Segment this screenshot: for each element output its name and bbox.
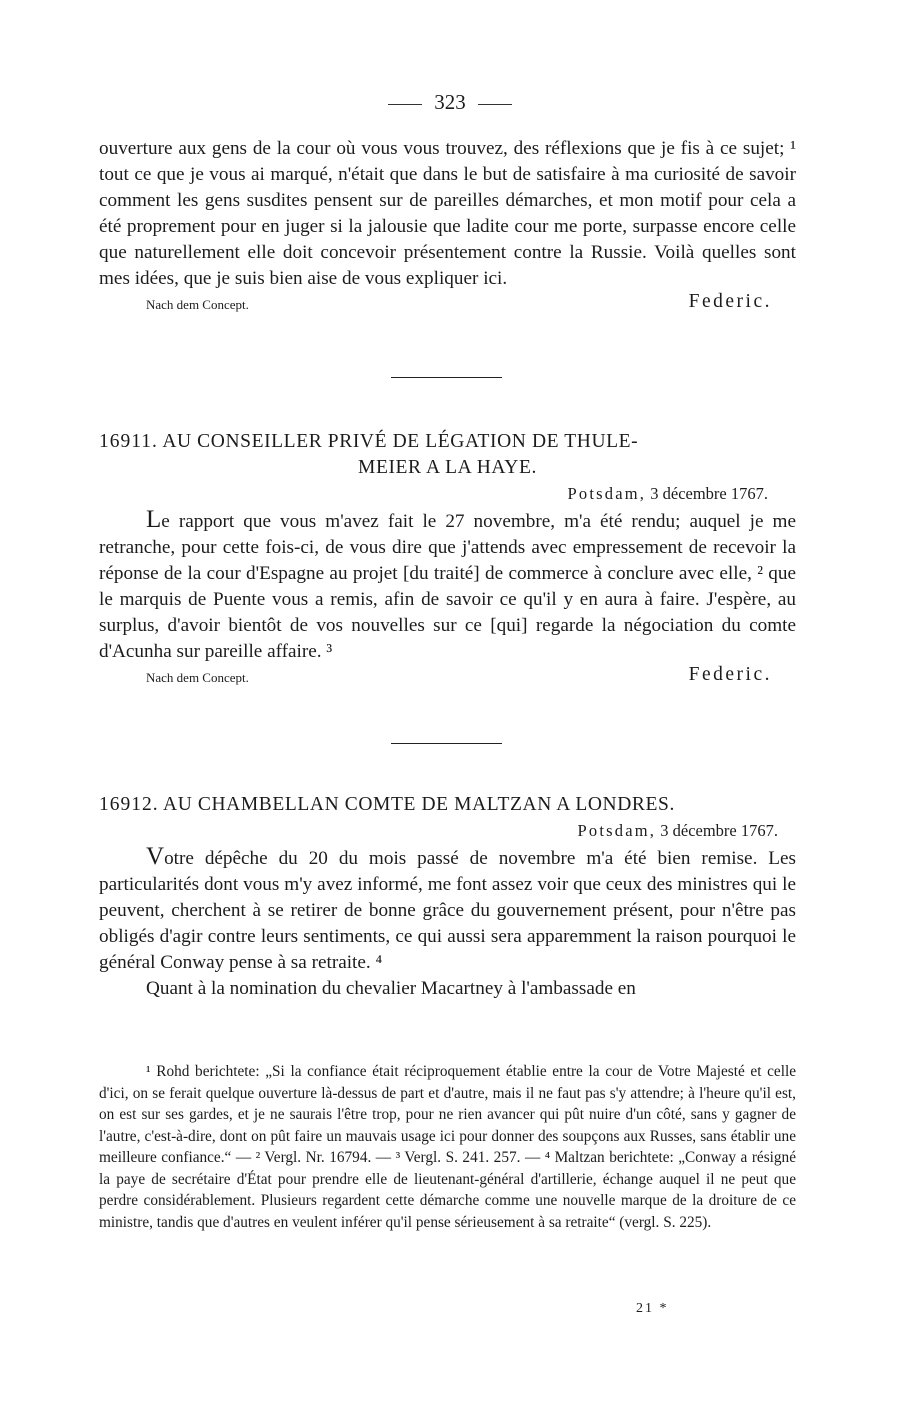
intro-signature-line <box>99 291 796 317</box>
letter-16911-place: Potsdam, <box>567 484 647 503</box>
letter-16912-number: 16912. <box>99 794 159 815</box>
intro-section <box>99 136 796 317</box>
letter-16912-paragraph-2: Quant à la nomination du chevalier Macartney à l'ambassade en <box>146 977 636 999</box>
letter-16911-source-note: Nach dem Concept. <box>146 670 249 686</box>
letter-16912 <box>99 792 796 1001</box>
letter-16911-heading-line-1: AU CONSEILLER PRIVÉ DE LÉGATION DE THULE- <box>162 431 639 452</box>
letter-16912-date: 3 décembre 1767. <box>660 821 778 840</box>
separator-rule-2 <box>391 743 502 744</box>
letter-16912-paragraph-1 <box>99 844 796 976</box>
letter-16911-signature-line <box>99 664 796 690</box>
signature-mark: 21 * <box>636 1301 669 1316</box>
letter-16911-number: 16911. <box>99 431 158 452</box>
letter-16911-initial: L <box>146 506 162 533</box>
intro-signature: Federic. <box>688 291 772 313</box>
page-header <box>0 90 900 115</box>
letter-16911-text: e rapport que vous m'avez fait le 27 novembre, m'a été rendu; auquel je me retranche, pour cette fois-ci, de vous dire que j'attends avec empressement de recevoir la réponse de la cour d'Espagne au projet [du traité] de commerce à conclure avec elle, ² que le marquis de Puente vous a remis, afin de savoir ce qu'il y en aura à faire. J'espère, au surplus, d'avoir bientôt de vos nouvelles sur ce [qui] regarde la négociation du comte d'Acunha sur pareille affaire. ³ <box>99 511 796 662</box>
letter-16911-signature: Federic. <box>688 664 772 686</box>
letter-16911-place-date <box>99 481 796 507</box>
letter-16911 <box>99 429 796 690</box>
separator-rule-1 <box>391 377 502 378</box>
letter-16911-heading-line-2: MEIER A LA HAYE. <box>358 457 537 478</box>
letter-16912-heading-text: AU CHAMBELLAN COMTE DE MALTZAN A LONDRES. <box>163 794 675 815</box>
page-number: 323 <box>434 90 466 114</box>
header-dash-left <box>388 104 422 105</box>
intro-text: ouverture aux gens de la cour où vous vous trouvez, des réflexions que je fis à ce sujet; ¹ tout ce que je vous ai marqué, n'était que dans le but de satisfaire à ma curiosité de savoir comment les gens susdites pensent sur de pareilles démarches, et mon motif pour cela a été proprement pour en juger si la jalousie que ladite cour me porte, surpasse encore celle que naturellement elle doit concevoir présentement contre la Russie. Voilà quelles sont mes idées, que je suis bien aise de vous expliquer ici. <box>99 138 796 289</box>
letter-16912-text-1: otre dépêche du 20 du mois passé de novembre m'a été bien remise. Les particularités dont vous m'y avez informé, me font assez voir que ceux des ministres qui le peuvent, cherchent à se retirer de bonne grâce du gouvernement présent, pour n'être pas obligés d'agir contre leurs sentiments, ce qui aussi sera apparemment la raison pourquoi le général Conway pense à sa retraite. ⁴ <box>99 848 796 973</box>
intro-source-note: Nach dem Concept. <box>146 297 249 313</box>
letter-16911-heading <box>99 429 796 481</box>
letter-16912-heading <box>99 792 796 818</box>
letter-16912-place-date <box>99 818 796 844</box>
footnotes <box>99 1061 796 1233</box>
header-dash-right <box>478 104 512 105</box>
letter-16911-body <box>99 507 796 664</box>
footnotes-text: ¹ Rohd berichtete: „Si la confiance était réciproquement établie entre la cour de Votre Majesté et celle d'ici, on se ferait quelque ouverture là-dessus de part et d'autre, mais il ne faut pas s'y attendre; à l'heure qu'il est, on est sur ses gardes, et je ne saurais l'être trop, pour ne rien avancer qui pût nuire d'un côté, sans y gagner de l'autre, c'est-à-dire, dont on pût faire un mauvais usage ici pour donner des soupçons aux Russes, sans établir une meilleure confiance.“ — ² Vergl. Nr. 16794. — ³ Vergl. S. 241. 257. — ⁴ Maltzan berichtete: „Conway a résigné la paye de secrétaire d'État pour prendre elle de lieutenant-général d'artillerie, échange auquel il ne peut que perdre considérablement. Plusieurs regardent cette démarche comme une nouvelle marque de la droiture de ce ministre, tandis que d'autres en veulent inférer qu'il pense sérieusement à sa retraite“ (vergl. S. 225). <box>99 1063 796 1231</box>
letter-16912-place: Potsdam, <box>577 821 657 840</box>
letter-16912-initial: V <box>146 843 165 870</box>
letter-16911-date: 3 décembre 1767. <box>650 484 768 503</box>
